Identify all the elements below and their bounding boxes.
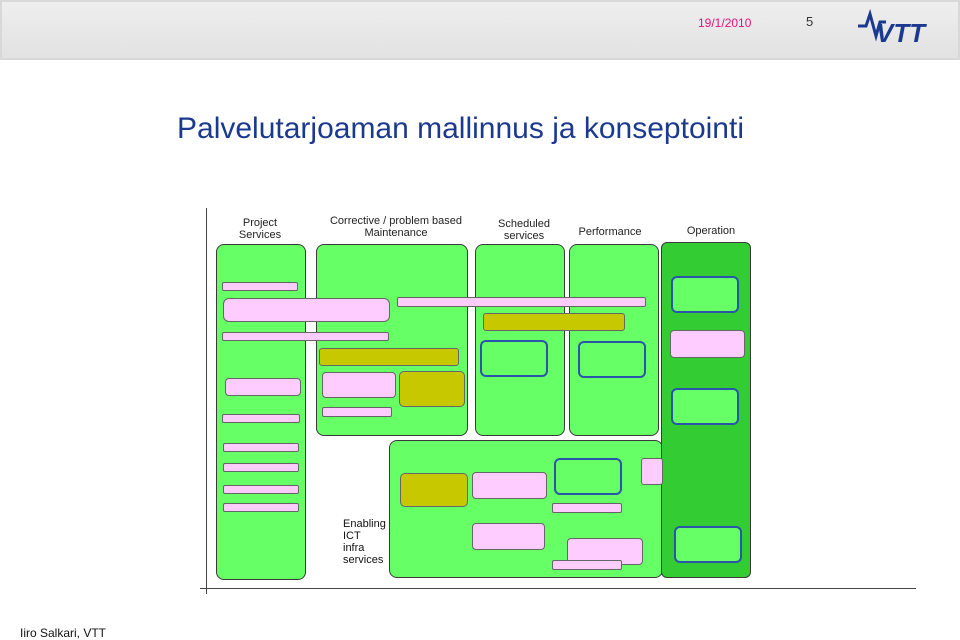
olive-box [399, 371, 465, 407]
service-bar [397, 297, 646, 307]
page-number: 5 [806, 14, 814, 29]
service-bar [223, 485, 299, 494]
label-project-services [232, 217, 288, 241]
outlined-box [674, 526, 742, 563]
label-text: Corrective / problem based Maintenance [329, 215, 463, 239]
service-bar [552, 560, 622, 570]
header-inner [2, 2, 958, 58]
label-performance [572, 226, 648, 238]
label-text: Scheduled services [498, 218, 550, 242]
service-box [472, 523, 545, 550]
service-bar [222, 414, 300, 423]
label-scheduled-services [488, 218, 560, 242]
enabling-ict-infra-label [343, 518, 386, 566]
olive-bar [483, 313, 625, 331]
project-services-column [216, 244, 306, 580]
outlined-box [671, 276, 739, 313]
label-operation [675, 225, 747, 237]
service-bar [322, 407, 392, 417]
service-bar [225, 378, 301, 396]
x-axis [200, 588, 916, 589]
label-text: Enabling ICT infra services [343, 518, 386, 566]
label-text: Performance [578, 226, 642, 238]
olive-bar [319, 348, 459, 366]
header-date: 19/1/2010 [698, 16, 752, 30]
service-bar [223, 503, 299, 512]
header-bar [0, 0, 960, 60]
page-title: Palvelutarjoaman mallinnus ja konseptointi [177, 112, 744, 145]
service-bar [552, 503, 622, 513]
olive-box [400, 473, 468, 507]
service-box [670, 330, 745, 358]
service-bar [223, 463, 299, 472]
vtt-logo [852, 6, 947, 46]
service-box [322, 372, 396, 398]
logo-text: VTT [876, 18, 926, 46]
label-text: Project Services [238, 217, 282, 241]
outlined-box [554, 458, 622, 495]
service-bar [223, 298, 390, 322]
footer-author: Iiro Salkari, VTT [20, 626, 107, 640]
outlined-box [578, 341, 646, 378]
performance-column [569, 244, 659, 436]
y-axis [206, 208, 207, 594]
label-corrective-maintenance [315, 215, 477, 239]
service-box [472, 472, 547, 499]
service-bar [223, 443, 299, 452]
label-text: Operation [686, 225, 736, 237]
service-bar [222, 282, 298, 291]
service-box [641, 458, 663, 485]
outlined-box [480, 340, 548, 377]
service-bar [222, 332, 389, 341]
outlined-box [671, 388, 739, 425]
